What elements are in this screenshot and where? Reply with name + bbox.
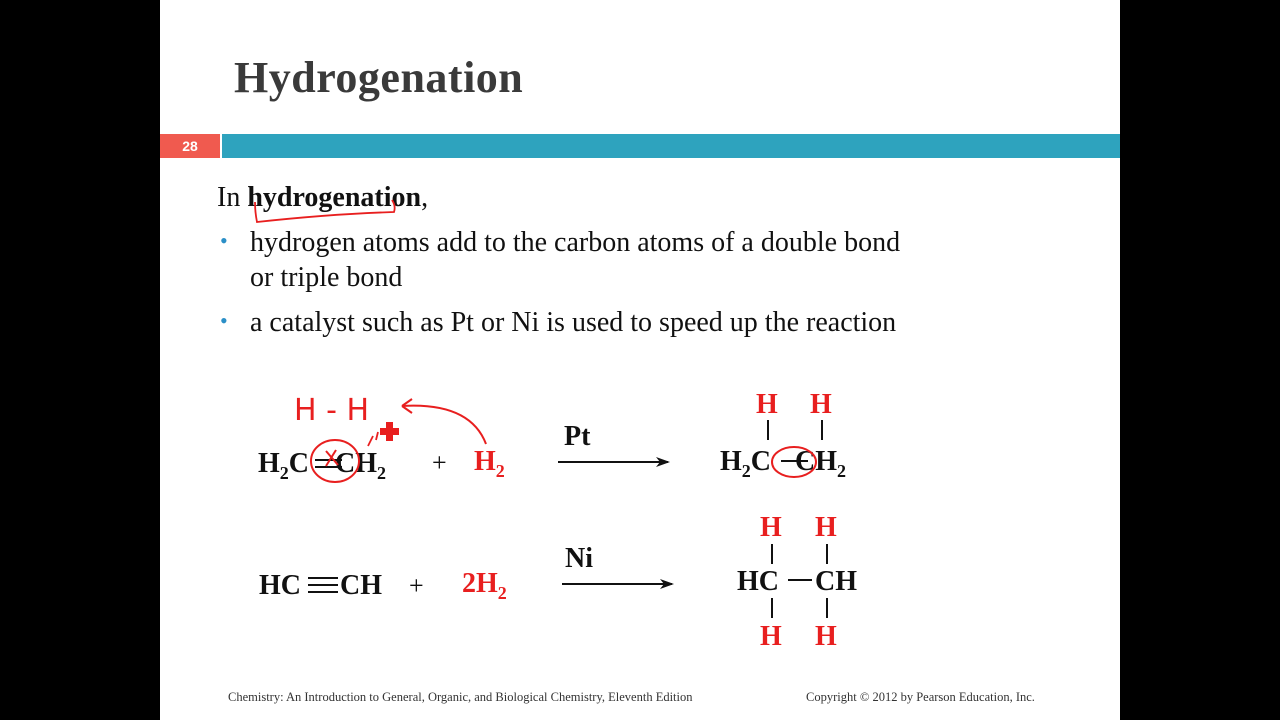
reaction-equations [160, 0, 1120, 720]
r1-reactant: $H_2C$ $CH_2$ [258, 448, 387, 483]
bullet-marker: • [220, 308, 228, 333]
slide-title: Hydrogenation [234, 53, 524, 102]
p1-top-h2: H [810, 389, 832, 420]
r2-reactant-right: CH [340, 570, 382, 601]
p2-h-top-right: H [815, 512, 837, 543]
annotation-marks [368, 432, 378, 446]
p2-h-bottom-right: H [815, 621, 837, 652]
annotation-arrow [402, 406, 486, 444]
p1-molecule: $H_2C$ $CH_2$ [720, 446, 847, 481]
p2-h-bottom-left: H [760, 621, 782, 652]
r2-reactant-left: HC [259, 570, 301, 601]
r2-plus: + [409, 571, 424, 600]
r2-reagent: $2H_2$ [462, 568, 507, 603]
footer-book-title: Chemistry: An Introduction to General, Organic, and Biological Chemistry, Eleventh Edition [228, 690, 693, 704]
bullet-2: a catalyst such as Pt or Ni is used to speed up the reaction [250, 307, 897, 338]
bullet-marker: • [220, 228, 228, 253]
r2-catalyst: Ni [565, 543, 593, 574]
footer-copyright: Copyright © 2012 by Pearson Education, Inc. [806, 690, 1035, 704]
r1-plus: + [432, 448, 447, 477]
cursor-icon [380, 422, 399, 441]
bullet-1-line-1: hydrogen atoms add to the carbon atoms of a double bond [250, 227, 901, 258]
slide [160, 0, 1120, 720]
annotation-h-h: H - H [294, 393, 370, 428]
r1-reagent: $H_2$ [474, 446, 505, 481]
p2-left: HC [737, 566, 779, 597]
p2-h-top-left: H [760, 512, 782, 543]
slide-number: 28 [160, 134, 220, 158]
p2-right: CH [815, 566, 857, 597]
annotation-underline [255, 200, 395, 222]
intro-prefix: In [217, 182, 248, 213]
p1-top-h1: H [756, 389, 778, 420]
r1-catalyst: Pt [564, 421, 591, 452]
intro-suffix: , [421, 182, 429, 213]
intro-term: hydrogenation [247, 182, 422, 213]
bullet-1-line-2: or triple bond [250, 262, 403, 293]
